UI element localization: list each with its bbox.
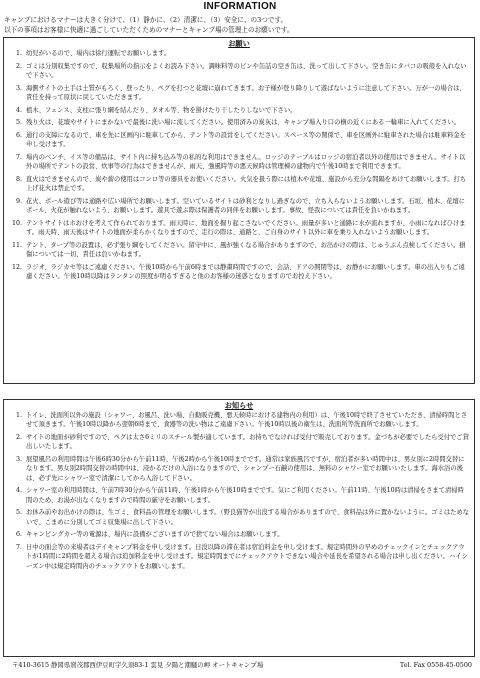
requests-item: [4, 62, 474, 81]
requests-item-number: 4.: [15, 106, 22, 114]
requests-item-text: 花火、ボール遊び等は通路や広い場所でお願いします。空いているサイトは砂利となりし過ぎなので、立ち入らないようお願いします。石垣、植木、花壇にボール、火花が触れないよう、お願いします。遊具で遊ぶ際は保護者の同伴をお願いします。事故、怪我については責任を負いかねます。: [26, 197, 466, 215]
requests-list: [4, 49, 474, 285]
notices-item-text: お休み前やお出かけの際は、生ゴミ、食料品の管理をお願いします。（野良猫等が出没する場合がありますので、食料品は外に置かないように。ゴミはためないで、こまめに分別してゴミ収集場に出して下さい。: [26, 509, 470, 526]
notices-section: [3, 399, 475, 657]
requests-item-number: 8.: [15, 175, 22, 183]
requests-item: [4, 49, 474, 58]
notices-item-text: 日中の面会等の来場者はデイキャンプ料金を申し受けます。日没以降の滞在者は宿泊料金を申し受けます。規定時間外の早めのチェックインとチェックアウトが1時間に2時間を超える場合は追加料金を申し受けます。規定時間までにチェックアウトできない場合や延長を希望される場合は申し出ください。ハイシーズン中は規定時間内のチェックアウトをお願いします。: [26, 544, 468, 570]
notices-item-text: キャンピングカー等の電源は、場内に設備がございますので捨てない場合はお願いします。: [26, 531, 284, 539]
requests-item-text: 通行の支障になるので、車を先に区画内に駐車してから、テント等の設営をしてください。スペース等の関係で、車を区画外に駐車された場合は駐車料金を申し受けます。: [26, 131, 466, 149]
requests-item-text: ゴミは分別収集ですので、収集場所の指示をよくお読み下さい。調味料等のビンや缶詰の空き缶は、洗って出して下さい。空き缶にタバコの吸殻を入れないで下さい。: [26, 62, 467, 79]
notices-item: [4, 543, 474, 571]
notices-item-number: 3.: [15, 456, 22, 463]
requests-item-text: 幼児がいるので、場内は徐行運転でお願いします。: [26, 50, 171, 57]
notices-item: [4, 508, 474, 527]
requests-item-number: 9.: [15, 197, 22, 205]
requests-item-text: 植木、フェンス、支柱に張り綱を結んだり、タオル等、物を掛けたり干したりしないで下さい。: [26, 106, 297, 114]
requests-item-number: 7.: [15, 153, 22, 161]
notices-list: [4, 411, 474, 574]
notices-item: [4, 486, 474, 505]
notices-item-text: トイレ、洗面所以外の施設（シャワー、お風呂、洗い場、自動販売機、悪天候時における建物内の利用）は、午後10時で終了させていただき、清掃時間とさせて頂きます。午後10時以降から翌朝6時まで、食器等の洗い物はご遠慮下さい。午後10時以後の衛生は、洗面所等洗面所でお願いします。: [26, 412, 468, 429]
requests-item: [4, 219, 474, 238]
requests-item: [4, 263, 474, 282]
requests-item: [4, 197, 474, 216]
requests-item-number: 2.: [15, 62, 22, 70]
page-title: INFORMATION: [203, 1, 277, 12]
requests-section: [3, 37, 475, 384]
notices-item-text: サイトの地面が砂利ですので、ペグは太さ6ミリのスチール製が適しています。お持ちでなければ受付で販売しております。金づちが必要でしたら受付でご貸出しいたします。: [26, 434, 469, 451]
intro-line: 以下の事項はお客様に快適に過ごしていただくためのマナーとキャンプ場の管理上のお願いです。: [4, 26, 294, 34]
notices-item-number: 7.: [15, 544, 22, 551]
requests-item-text: 残り火は、花壇やサイトにまかないで最後に洗い場に流してください。使用済みの炭灰は、キャンプ場入り口の横の近くにある一輪車に入れてください。: [26, 119, 461, 127]
requests-item-number: 11.: [11, 241, 22, 249]
footer: [12, 660, 472, 670]
requests-item-text: ラジオ、ラジカセ等はご遠慮ください。午後10時から午前6時までは静粛時間ですので、会話、ドアの開閉等は、お静かにお願いします。車の出入りもご遠慮ください。午後10時以降はランタンの照度が明るすぎると他のお客様の迷惑となりますのでお控え下さい。: [26, 263, 465, 281]
requests-item: [4, 106, 474, 115]
footer-tel: Tel. Fax 0558-45-0500: [399, 661, 472, 669]
requests-item: [4, 175, 474, 194]
intro-text: [4, 15, 474, 35]
requests-item: [4, 153, 474, 172]
requests-item-text: テント、タープ等の設置は、必ず張り綱をしてください。留守中に、風が強くなる場合がありますので、お出かけの際は、じゅうぶん点検してください。損傷については一切、責任は負いかねます。: [26, 241, 466, 259]
intro-line: キャンプにおけるマナーは大きく分けて、（1）静かに、（2）清潔に、（3）安全に、の3つです。: [4, 16, 288, 24]
requests-item-number: 5.: [15, 119, 22, 127]
requests-item-number: 3.: [15, 84, 22, 92]
notices-item: [4, 411, 474, 430]
requests-item-number: 6.: [15, 131, 22, 139]
requests-heading: お願い: [228, 39, 250, 48]
requests-item-number: 1.: [15, 50, 22, 57]
notices-item-number: 6.: [15, 531, 22, 539]
notices-item-text: 展望風呂の利用時間は午後6時30分から午前11時、午後2時から午後10時までです。通常は家族風呂ですが、宿泊者が多い時間中は、男女別に2時間交替になります。男女別2時間交替の時間中は、浸かるだけの入浴になりますので、シャンプー石鹸の使用は、無料のシャワー室でお願いいたします。海水浴の後は、必ず先にシャワー室で清潔にしてから入浴して下さい。: [26, 456, 465, 482]
requests-item: [4, 84, 474, 103]
notices-item: [4, 530, 474, 539]
notices-item: [4, 455, 474, 483]
requests-item: [4, 118, 474, 127]
notices-item-number: 2.: [15, 434, 22, 441]
notices-item-number: 1.: [15, 412, 22, 419]
requests-item: [4, 131, 474, 150]
footer-address: 〒410-3615 静岡県賀茂郡西伊豆町宇久須83-1 雲見 夕陽と潮騒の岬 オートキャンプ場: [12, 661, 264, 669]
requests-item-text: 直火はできませんので、炭や薪の使用はコンロ等の器具をお使いください。火気を扱う際には植木や花壇、施設から充分な間隔をあけてお願いします。打ち上げ花火は禁止です。: [26, 175, 467, 193]
requests-item-text: テントサイトはホおけを考えて作られております。雨天時に、地面を掘り起こさないでください。雨量が多いと通路に水が流れますが、小雨になればひけます。雨天時、雨天後はサイトの地面が柔らかくなりますので、走行の際は、通路と、ご自身のサイト以外に車を乗り入れないようお願いします。: [26, 219, 466, 237]
notices-item-number: 4.: [15, 487, 22, 495]
notices-item-text: シャワー室の利用時間は、午前7時30分から午前11時、午後1時から午後10時までです。気にご利用ください。午前11時、午後10時は清掃をさまて清掃時間のため、お湯が出なくなりますので時間の厳守をお願いします。: [26, 487, 464, 504]
notices-item-number: 5.: [15, 509, 22, 517]
requests-item-text: 場内のベンチ、イス等の備品は、サイト内に持ち込み等の私的な利用はできません。ロッジのテーブルはロッジの宿泊者以外の使用はできません。サイト以外の場所でテントの設営、炊事等の行為はできませんが、雨天、強風時等の悪天候時は管理棟の建物内で午後10時まで利用できます。: [26, 153, 466, 171]
notices-heading: お知らせ: [224, 401, 254, 410]
notices-item: [4, 433, 474, 452]
requests-item-number: 10.: [11, 219, 22, 227]
requests-item-number: 12.: [11, 263, 22, 271]
requests-item: [4, 241, 474, 260]
requests-item-text: 海側サイトの土手は土質がもろく、登ったり、ペグを打つと花壇に崩れてきます。お子様が登り降りして遊ばないように注意して下さい。万が一の場合は、責任を持って原状に戻していただきます。: [26, 84, 466, 101]
